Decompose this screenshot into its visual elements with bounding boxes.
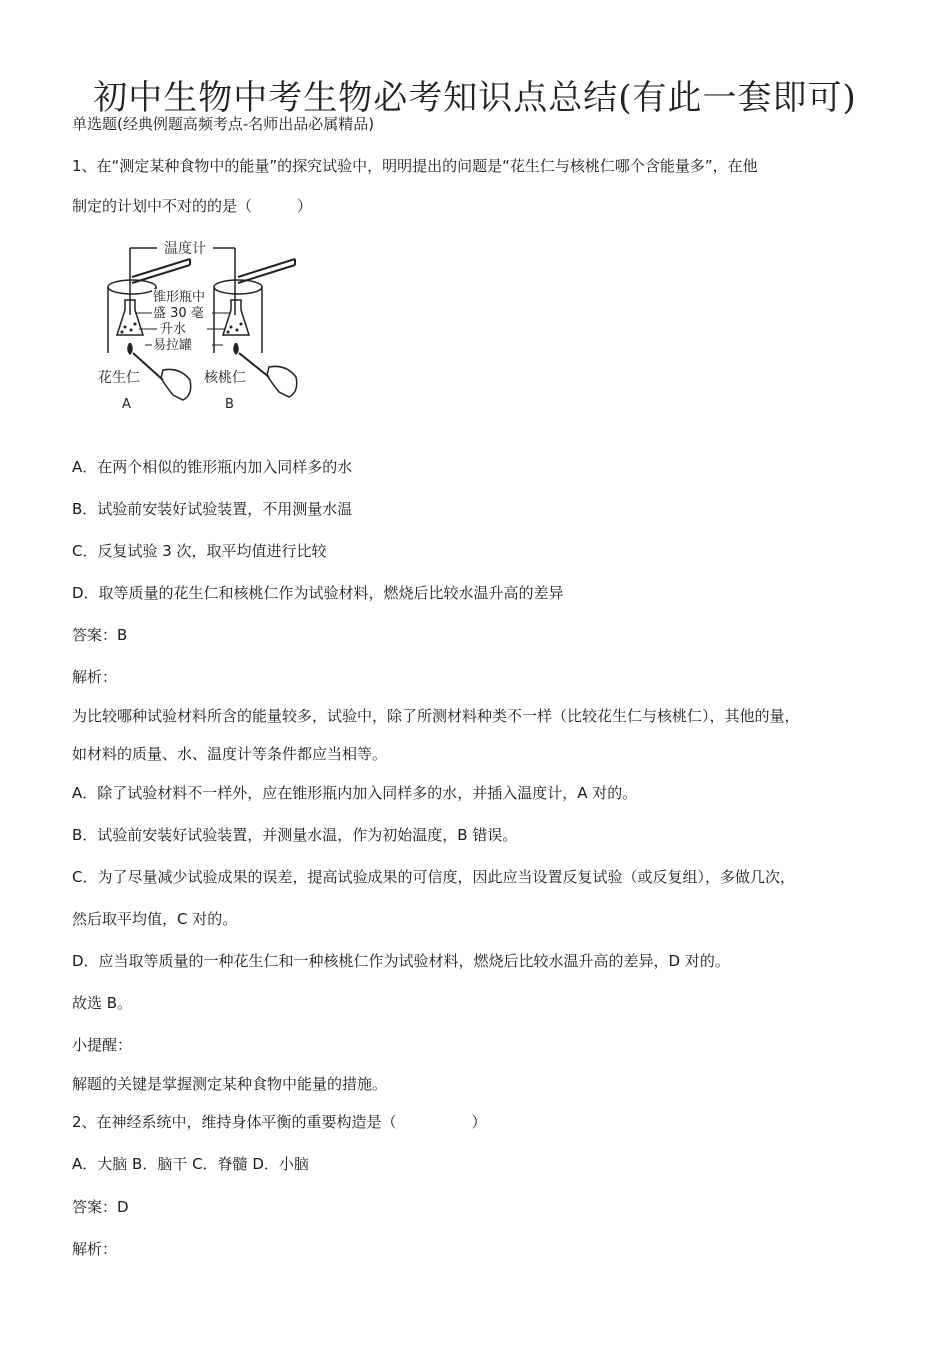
question-1-conclusion: 故选 B。	[72, 994, 133, 1012]
thermometer-label: 温度计	[164, 241, 206, 257]
question-1-analysis-line: A．除了试验材料不一样外，应在锥形瓶内加入同样多的水，并插入温度计，A 对的。	[72, 784, 638, 802]
figure-letter-a: A	[122, 397, 131, 412]
question-1-tip: 解题的关键是掌握测定某种食物中能量的措施。	[72, 1075, 388, 1093]
question-1-analysis-line: B．试验前安装好试验装置，并测量水温，作为初始温度，B 错误。	[72, 826, 518, 844]
question-1-analysis-line: 为比较哪种试验材料所含的能量较多，试验中，除了所测材料种类不一样（比较花生仁与核桃仁），其他的量，	[72, 707, 800, 725]
question-1-analysis-line: D．应当取等质量的一种花生仁和一种核桃仁作为试验材料，燃烧后比较水温升高的差异，D 对的。	[72, 952, 730, 970]
flask-label-line-2: 盛 30 毫	[153, 306, 204, 321]
can-label: 易拉罐	[153, 338, 193, 353]
question-1-analysis-line: 如材料的质量、水、温度计等条件都应当相等。	[72, 745, 388, 763]
question-2-analysis-label: 解析：	[72, 1240, 118, 1258]
flask-label-line-3: 升水	[160, 322, 187, 337]
question-1-tip-label: 小提醒：	[72, 1036, 133, 1054]
question-1-option-c: C．反复试验 3 次，取平均值进行比较	[72, 542, 327, 560]
question-1-stem-line-1: 1、在“测定某种食物中的能量”的探究试验中，明明提出的问题是“花生仁与核桃仁哪个含能量多”，在他	[72, 157, 758, 175]
question-2-options: A．大脑 B．脑干 C．脊髓 D．小脑	[72, 1155, 309, 1173]
question-1-analysis-label: 解析：	[72, 668, 118, 686]
flask-label-line-1: 锥形瓶中	[153, 290, 206, 305]
question-1-stem-line-2: 制定的计划中不对的的是（ ）	[72, 197, 313, 215]
figure-letter-b: B	[225, 397, 234, 412]
question-1-option-a: A．在两个相似的锥形瓶内加入同样多的水	[72, 458, 353, 476]
walnut-label: 核桃仁	[204, 370, 246, 386]
question-1-analysis-line: 然后取平均值，C 对的。	[72, 910, 238, 928]
peanut-label: 花生仁	[98, 370, 140, 386]
question-2-stem: 2、在神经系统中，维持身体平衡的重要构造是（ ）	[72, 1113, 487, 1131]
question-1-option-b: B．试验前安装好试验装置，不用测量水温	[72, 500, 353, 518]
section-subtitle: 单选题(经典例题高频考点-名师出品必属精品)	[72, 115, 375, 133]
page-title: 初中生物中考生物必考知识点总结(有此一套即可)	[93, 78, 857, 118]
question-1-analysis-line: C．为了尽量减少试验成果的误差，提高试验成果的可信度，因此应当设置反复试验（或反复组），多做几次，	[72, 868, 795, 886]
experiment-figure	[95, 235, 310, 415]
question-2-answer: 答案：D	[72, 1198, 129, 1216]
question-1-answer: 答案：B	[72, 626, 128, 644]
question-1-option-d: D．取等质量的花生仁和核桃仁作为试验材料，燃烧后比较水温升高的差异	[72, 584, 564, 602]
